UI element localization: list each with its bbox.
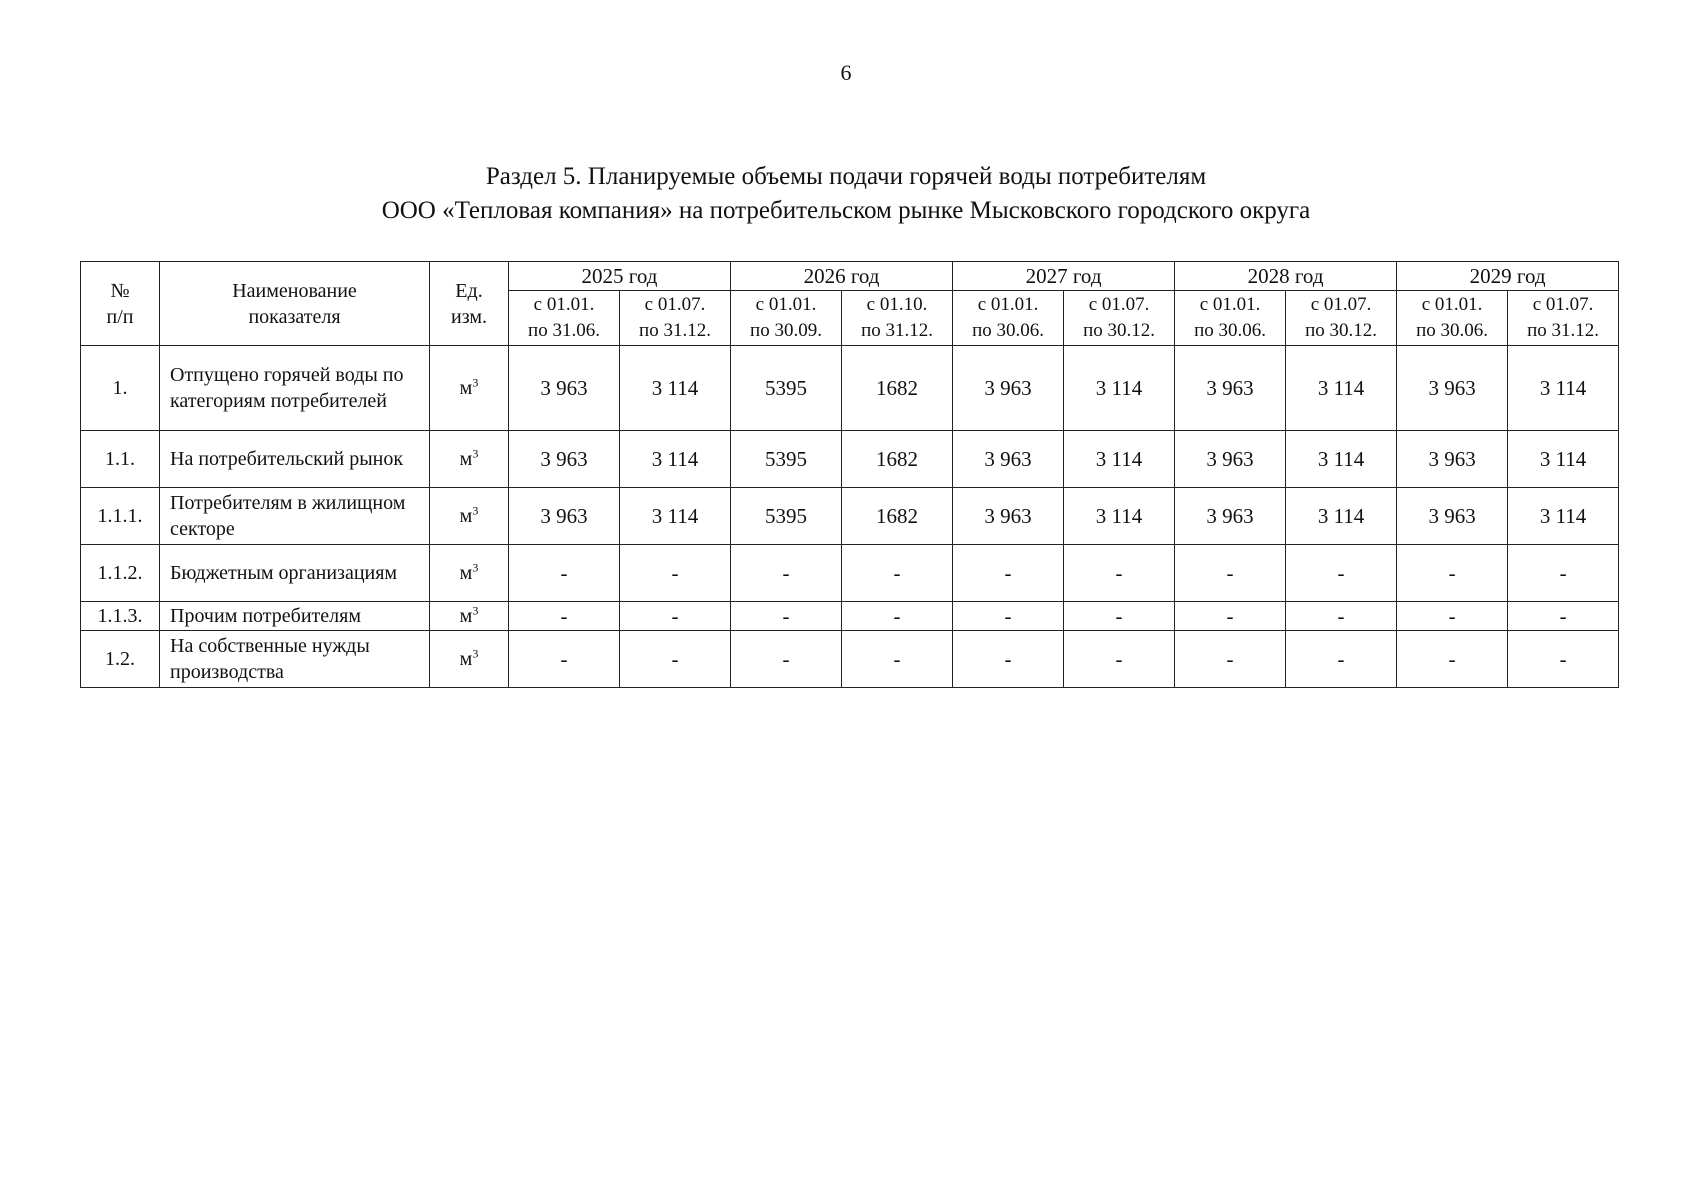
value-cell: 3 963 <box>1397 488 1508 545</box>
table-row <box>81 545 1619 602</box>
value-cell: - <box>509 545 620 602</box>
period-to: по 30.06. <box>1194 320 1266 341</box>
period-from: с 01.01. <box>533 294 595 315</box>
value-cell: 3 114 <box>1064 488 1175 545</box>
period-to: по 30.12. <box>1305 320 1378 341</box>
header-period <box>842 291 953 346</box>
header-unit-line2: изм. <box>451 305 487 328</box>
period-from: с 01.10. <box>866 294 928 315</box>
value-cell: 3 114 <box>620 431 731 488</box>
header-period <box>1064 291 1175 346</box>
value-cell: - <box>1175 602 1286 631</box>
header-year: 2028 год <box>1175 262 1397 291</box>
row-unit <box>430 602 509 631</box>
row-unit <box>430 545 509 602</box>
header-name <box>160 262 430 346</box>
value-cell: 3 114 <box>1508 431 1619 488</box>
value-cell: - <box>1064 631 1175 688</box>
unit-base: м <box>459 448 473 470</box>
value-cell: - <box>509 631 620 688</box>
header-num-line2: п/п <box>106 305 134 328</box>
row-indicator-name: На потребительский рынок <box>160 431 430 488</box>
unit-base: м <box>459 377 473 399</box>
hot-water-volumes-table <box>80 261 1619 688</box>
value-cell: - <box>1286 545 1397 602</box>
period-from: с 01.01. <box>1421 294 1483 315</box>
row-unit <box>430 631 509 688</box>
value-cell: 3 963 <box>509 431 620 488</box>
header-name-line1: Наименование <box>232 279 357 302</box>
table-row <box>81 602 1619 631</box>
value-cell: - <box>1508 602 1619 631</box>
header-year: 2027 год <box>953 262 1175 291</box>
header-unit <box>430 262 509 346</box>
value-cell: 3 963 <box>1175 346 1286 431</box>
unit-base: м <box>459 605 473 627</box>
row-number: 1. <box>81 346 160 431</box>
value-cell: - <box>1397 602 1508 631</box>
table-body <box>81 346 1619 688</box>
value-cell: - <box>842 631 953 688</box>
header-name-line2: показателя <box>248 305 341 328</box>
period-to: по 30.09. <box>750 320 822 341</box>
value-cell: 1682 <box>842 346 953 431</box>
value-cell: - <box>1286 631 1397 688</box>
unit-exponent: 3 <box>472 646 479 661</box>
header-period <box>1175 291 1286 346</box>
value-cell: 3 114 <box>1064 431 1175 488</box>
value-cell: - <box>1064 545 1175 602</box>
unit-base: м <box>459 562 473 584</box>
value-cell: - <box>953 545 1064 602</box>
row-number: 1.1.1. <box>81 488 160 545</box>
value-cell: 3 963 <box>1397 346 1508 431</box>
row-indicator-name: Бюджетным организациям <box>160 545 430 602</box>
unit-base: м <box>459 648 473 670</box>
value-cell: 5395 <box>731 488 842 545</box>
value-cell: 3 114 <box>1508 488 1619 545</box>
value-cell: - <box>842 545 953 602</box>
header-year: 2025 год <box>509 262 731 291</box>
period-to: по 31.12. <box>861 320 933 341</box>
page-number: 6 <box>840 60 852 85</box>
value-cell: - <box>509 602 620 631</box>
value-cell: - <box>842 602 953 631</box>
period-from: с 01.07. <box>1088 294 1150 315</box>
row-indicator-name: Отпущено горячей воды по категориям потребителей <box>160 346 430 431</box>
row-indicator-name: Потребителям в жилищном секторе <box>160 488 430 545</box>
value-cell: - <box>1397 545 1508 602</box>
header-period <box>731 291 842 346</box>
header-period <box>1286 291 1397 346</box>
row-number: 1.1.3. <box>81 602 160 631</box>
header-period <box>1508 291 1619 346</box>
unit-exponent: 3 <box>472 446 479 461</box>
value-cell: 5395 <box>731 431 842 488</box>
row-number: 1.2. <box>81 631 160 688</box>
header-year: 2026 год <box>731 262 953 291</box>
period-to: по 30.06. <box>1416 320 1489 341</box>
value-cell: 3 963 <box>953 346 1064 431</box>
value-cell: 3 114 <box>1508 346 1619 431</box>
period-from: с 01.07. <box>1532 294 1594 315</box>
value-cell: - <box>731 545 842 602</box>
value-cell: - <box>1508 545 1619 602</box>
value-cell: 3 114 <box>1286 488 1397 545</box>
row-indicator-name: На собственные нужды производства <box>160 631 430 688</box>
value-cell: - <box>620 545 731 602</box>
value-cell: - <box>1175 631 1286 688</box>
header-unit-line1: Ед. <box>455 279 483 302</box>
table-row <box>81 631 1619 688</box>
header-period <box>620 291 731 346</box>
value-cell: - <box>953 602 1064 631</box>
value-cell: 3 114 <box>620 346 731 431</box>
period-from: с 01.07. <box>644 294 706 315</box>
title-line-2: ООО «Тепловая компания» на потребительском рынке Мысковского городского округа <box>381 197 1311 224</box>
period-from: с 01.01. <box>977 294 1039 315</box>
unit-exponent: 3 <box>472 560 479 575</box>
period-to: по 30.12. <box>1083 320 1155 341</box>
unit-base: м <box>459 505 473 527</box>
value-cell: - <box>620 602 731 631</box>
document-title <box>0 160 1692 228</box>
period-to: по 31.06. <box>528 320 600 341</box>
row-number: 1.1. <box>81 431 160 488</box>
header-num-line1: № <box>110 279 130 302</box>
value-cell: 3 114 <box>1286 431 1397 488</box>
header-period <box>953 291 1064 346</box>
row-indicator-name: Прочим потребителям <box>160 602 430 631</box>
value-cell: 1682 <box>842 431 953 488</box>
value-cell: 3 963 <box>509 346 620 431</box>
value-cell: - <box>1064 602 1175 631</box>
period-from: с 01.01. <box>755 294 817 315</box>
period-to: по 30.06. <box>972 320 1044 341</box>
row-number: 1.1.2. <box>81 545 160 602</box>
row-unit <box>430 431 509 488</box>
table-row <box>81 346 1619 431</box>
period-to: по 31.12. <box>639 320 711 341</box>
value-cell: 5395 <box>731 346 842 431</box>
header-num <box>81 262 160 346</box>
value-cell: 3 963 <box>509 488 620 545</box>
row-unit <box>430 488 509 545</box>
title-line-1: Раздел 5. Планируемые объемы подачи горячей воды потребителям <box>485 163 1207 190</box>
value-cell: 3 114 <box>1286 346 1397 431</box>
value-cell: - <box>731 631 842 688</box>
value-cell: 3 963 <box>953 488 1064 545</box>
header-year: 2029 год <box>1397 262 1619 291</box>
period-from: с 01.01. <box>1199 294 1261 315</box>
value-cell: - <box>620 631 731 688</box>
value-cell: 3 963 <box>1397 431 1508 488</box>
period-to: по 31.12. <box>1527 320 1600 341</box>
value-cell: 3 963 <box>1175 431 1286 488</box>
value-cell: 3 114 <box>620 488 731 545</box>
value-cell: - <box>1286 602 1397 631</box>
value-cell: - <box>1397 631 1508 688</box>
value-cell: 3 963 <box>953 431 1064 488</box>
value-cell: - <box>1508 631 1619 688</box>
value-cell: - <box>731 602 842 631</box>
value-cell: - <box>953 631 1064 688</box>
period-from: с 01.07. <box>1310 294 1372 315</box>
unit-exponent: 3 <box>472 375 479 390</box>
value-cell: 1682 <box>842 488 953 545</box>
unit-exponent: 3 <box>472 503 479 518</box>
value-cell: 3 963 <box>1175 488 1286 545</box>
header-period <box>509 291 620 346</box>
header-period <box>1397 291 1508 346</box>
unit-exponent: 3 <box>472 603 479 618</box>
table-row <box>81 431 1619 488</box>
table-row <box>81 488 1619 545</box>
row-unit <box>430 346 509 431</box>
value-cell: 3 114 <box>1064 346 1175 431</box>
value-cell: - <box>1175 545 1286 602</box>
